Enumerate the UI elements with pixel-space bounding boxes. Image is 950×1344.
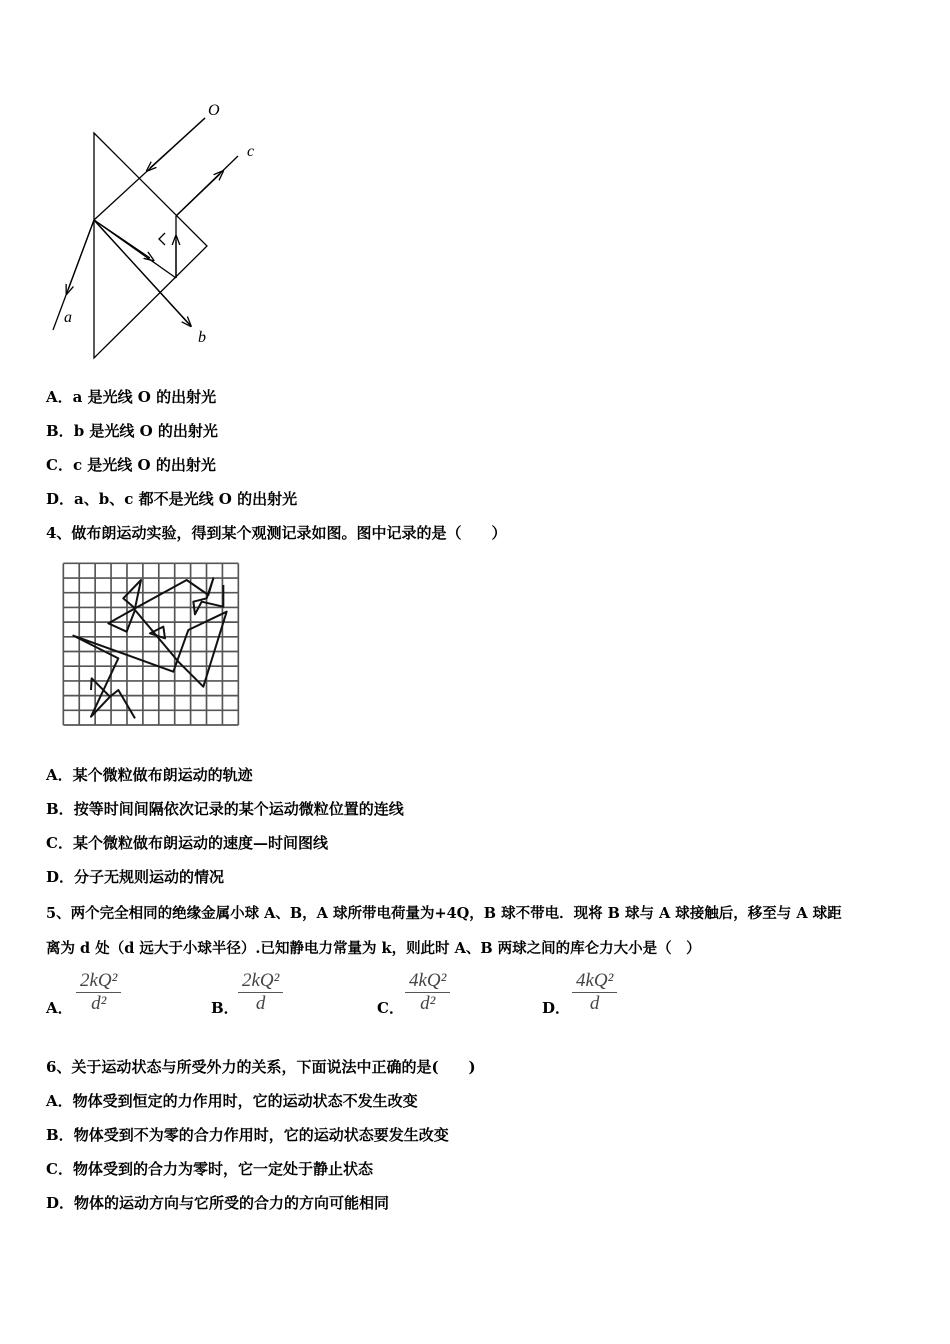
label-a: a [64, 309, 72, 326]
option-text: 物体受到恒定的力作用时，它的运动状态不发生改变 [72, 1092, 418, 1110]
q6-option-d[interactable] [46, 1192, 389, 1213]
q4-option-a[interactable] [46, 764, 253, 785]
option-text: 物体的运动方向与它所受的合力的方向可能相同 [74, 1194, 390, 1212]
option-label: B． [46, 1126, 74, 1144]
option-text: a、b、c 都不是光线 O 的出射光 [74, 490, 298, 508]
numerator: 2kQ² [76, 970, 121, 993]
q3-option-b[interactable] [46, 420, 218, 441]
brownian-motion-grid-figure [55, 555, 250, 730]
option-label: C． [46, 834, 73, 852]
q4-option-d[interactable] [46, 866, 224, 887]
numerator: 2kQ² [238, 970, 283, 993]
label-c: c [247, 143, 255, 160]
option-label: C． [46, 1160, 73, 1178]
q5-option-b-formula[interactable] [238, 970, 283, 1015]
q5-option-a-label[interactable]: A． [46, 999, 73, 1017]
denominator: d² [91, 993, 107, 1014]
denominator: d² [420, 993, 436, 1014]
label-b: b [198, 329, 206, 346]
option-text: 物体受到的合力为零时，它一定处于静止状态 [72, 1160, 373, 1178]
q4-stem: 4、做布朗运动实验，得到某个观测记录如图。图中记录的是（ ） [46, 524, 507, 542]
numerator: 4kQ² [572, 970, 617, 993]
option-text: 按等时间间隔依次记录的某个运动微粒位置的连线 [73, 800, 404, 818]
option-text: 物体受到不为零的合力作用时，它的运动状态要发生改变 [73, 1126, 449, 1144]
prism-light-figure [40, 90, 280, 370]
q5-option-a-formula[interactable] [76, 970, 121, 1015]
option-label: D． [46, 490, 75, 508]
denominator: d [255, 993, 266, 1014]
brownian-path-lower [110, 690, 135, 718]
denominator: d [589, 993, 600, 1014]
option-label: D． [46, 868, 75, 886]
option-label: A． [46, 766, 73, 784]
numerator: 4kQ² [405, 970, 450, 993]
option-text: 某个微粒做布朗运动的速度—时间图线 [72, 834, 328, 852]
option-text: 某个微粒做布朗运动的轨迹 [72, 766, 253, 784]
q3-option-a[interactable] [46, 386, 216, 407]
q6-option-a[interactable] [46, 1090, 418, 1111]
q5-option-c-formula[interactable] [405, 970, 450, 1015]
q5-option-c-label[interactable]: C． [377, 999, 404, 1017]
q4-option-c[interactable] [46, 832, 328, 853]
q4-option-b[interactable] [46, 798, 404, 819]
option-label: C． [46, 456, 73, 474]
option-text: c 是光线 O 的出射光 [72, 456, 216, 474]
option-label: B． [46, 800, 74, 818]
option-label: A． [46, 1092, 73, 1110]
q5-stem-line1: 5、两个完全相同的绝缘金属小球 A、B，A 球所带电荷量为+4Q，B 球不带电．现将 B 球与 A 球接触后，移至与 A 球距 [46, 905, 842, 922]
q5-option-d-formula[interactable] [572, 970, 617, 1015]
option-text: a 是光线 O 的出射光 [72, 388, 217, 406]
option-label: A． [46, 388, 73, 406]
q3-option-d[interactable] [46, 488, 297, 509]
label-o: O [208, 102, 220, 119]
q5-stem-line2: 离为 d 处（d 远大于小球半径）.已知静电力常量为 k，则此时 A、B 两球之间的库仑力大小是（ ） [46, 940, 701, 957]
option-label: D． [46, 1194, 75, 1212]
q5-option-b-label[interactable]: B． [211, 999, 239, 1017]
q3-option-c[interactable] [46, 454, 216, 475]
option-text: b 是光线 O 的出射光 [73, 422, 218, 440]
option-label: B． [46, 422, 74, 440]
q6-option-b[interactable] [46, 1124, 449, 1145]
q6-option-c[interactable] [46, 1158, 373, 1179]
q6-stem: 6、关于运动状态与所受外力的关系，下面说法中正确的是( ) [46, 1058, 476, 1076]
option-text: 分子无规则运动的情况 [74, 868, 225, 886]
q5-option-d-label[interactable]: D． [542, 999, 571, 1017]
